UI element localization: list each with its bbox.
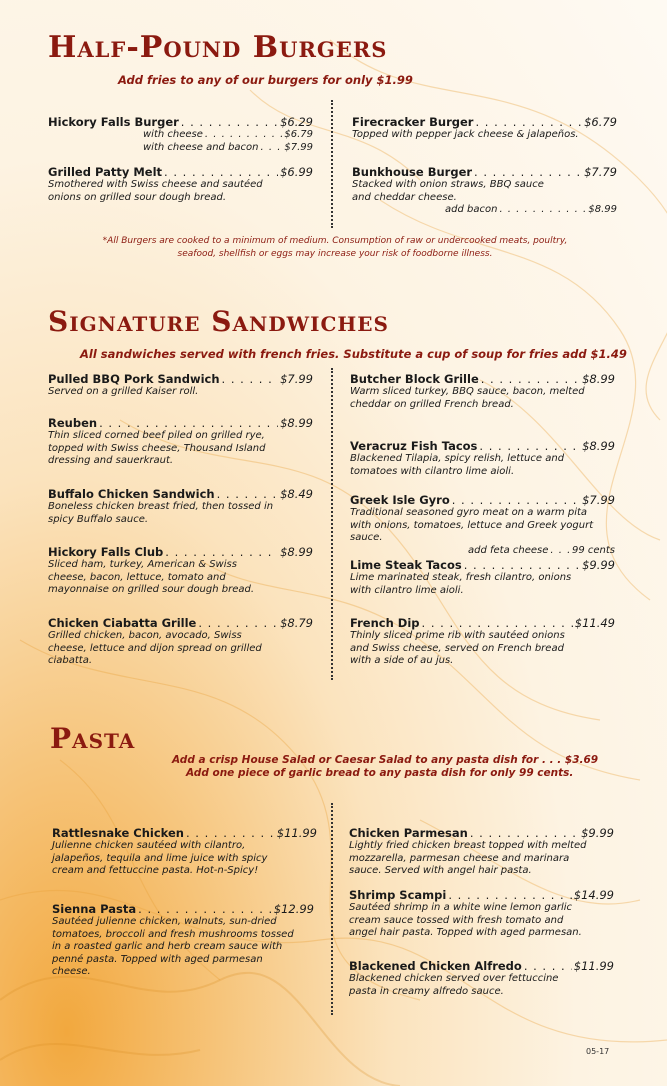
menu-item-shrimp-scampi (349, 888, 614, 940)
item-price: $12.99 (273, 902, 314, 916)
item-price: $7.99 (582, 493, 615, 507)
sub-price: $7.99 (284, 141, 313, 153)
column-divider (331, 100, 333, 228)
sub-label: add bacon (445, 204, 498, 215)
item-name: Hickory Falls Burger (48, 115, 179, 129)
item-description: Sautéed julienne chicken, walnuts, sun-dried tomatoes, broccoli and fresh mushrooms tossed in a roasted garlic and herb cream sauce with penné pasta. Topped with aged parmesan cheese. (52, 916, 294, 977)
item-price: $6.79 (584, 115, 617, 129)
sandwiches-fries-note: All sandwiches served with french fries. Substitute a cup of soup for fries add $1.49 (80, 347, 627, 361)
item-name: Buffalo Chicken Sandwich (48, 487, 215, 501)
item-description: Lightly fried chicken breast topped with melted mozzarella, parmesan cheese and marinara sauce. Served with angel hair pasta. (349, 840, 587, 876)
pasta-salad-note: Add a crisp House Salad or Caesar Salad to any pasta dish for . . . $3.69 (172, 754, 599, 766)
menu-item-hickory-falls-club (48, 545, 313, 597)
menu-item-firecracker-burger (352, 115, 617, 142)
item-name: Shrimp Scampi (349, 888, 447, 902)
item-description: Thin sliced corned beef piled on grilled rye, topped with Swiss cheese, Thousand Island dressing and sauerkraut. (48, 430, 266, 466)
item-description: Stacked with onion straws, BBQ sauce and cheddar cheese. (352, 179, 544, 203)
item-price: $11.49 (574, 616, 615, 630)
menu-item-lime-steak-tacos (350, 558, 615, 597)
item-name: Blackened Chicken Alfredo (349, 959, 522, 973)
menu-item-chicken-parmesan (349, 826, 614, 878)
item-price: $14.99 (573, 888, 614, 902)
item-price: $11.99 (276, 826, 317, 840)
item-description: Blackened chicken served over fettuccine pasta in creamy alfredo sauce. (349, 973, 559, 997)
item-description: Lime marinated steak, fresh cilantro, onions with cilantro lime aioli. (350, 572, 572, 596)
burgers-fries-note: Add fries to any of our burgers for only $1.99 (118, 73, 413, 87)
sub-label: with cheese (143, 129, 203, 140)
menu-item-hickory-falls-burger (48, 115, 313, 154)
sandwiches-section-title: Signature Sandwiches (48, 305, 389, 338)
item-price: $6.99 (280, 165, 313, 179)
menu-item-grilled-patty-melt (48, 165, 313, 204)
item-name: Sienna Pasta (52, 902, 137, 916)
menu-item-sienna-pasta (52, 902, 314, 979)
pasta-section-title: Pasta (50, 722, 136, 755)
column-divider (331, 368, 333, 680)
sub-label: with cheese and bacon (143, 141, 259, 153)
sub-label: add feta cheese (468, 544, 549, 556)
item-price: $8.49 (280, 487, 313, 501)
menu-version-code: 05-17 (586, 1047, 610, 1056)
item-name: Butcher Block Grille (350, 372, 479, 386)
menu-item-veracruz-fish-tacos (350, 439, 615, 478)
sub-price: $6.79 (284, 129, 313, 140)
item-description: Boneless chicken breast fried, then tossed in spicy Buffalo sauce. (48, 501, 274, 525)
menu-item-buffalo-chicken-sandwich (48, 487, 313, 526)
item-description: Served on a grilled Kaiser roll. (48, 386, 199, 397)
pasta-garlic-bread-note: Add one piece of garlic bread to any pasta dish for only 99 cents. (186, 767, 574, 779)
item-description: Thinly sliced prime rib with sautéed onions and Swiss cheese, served on French bread with a side of au jus. (350, 630, 565, 666)
menu-item-pulled-bbq-pork-sandwich (48, 372, 313, 399)
item-description: Topped with pepper jack cheese & jalapeños. (352, 129, 579, 140)
item-name: Chicken Ciabatta Grille (48, 616, 197, 630)
menu-item-blackened-chicken-alfredo (349, 959, 614, 998)
item-description: Blackened Tilapia, spicy relish, lettuce and tomatoes with cilantro lime aioli. (350, 453, 565, 477)
item-description: Traditional seasoned gyro meat on a warm pita with onions, tomatoes, lettuce and Greek yogurt sauce. (350, 507, 594, 543)
item-price: $7.99 (280, 372, 313, 386)
item-price: $8.99 (582, 372, 615, 386)
menu-item-french-dip (350, 616, 615, 668)
item-name: Hickory Falls Club (48, 545, 164, 559)
item-name: Lime Steak Tacos (350, 558, 462, 572)
sub-price: 99 cents (571, 544, 615, 556)
menu-item-butcher-block-grille (350, 372, 615, 411)
item-price: $8.99 (582, 439, 615, 453)
item-name: Bunkhouse Burger (352, 165, 473, 179)
menu-item-chicken-ciabatta-grille (48, 616, 313, 668)
item-description: Julienne chicken sautéed with cilantro, jalapeños, tequila and lime juice with spicy cream and fettuccine pasta. Hot-n-Spicy! (52, 840, 268, 876)
item-price: $9.99 (581, 826, 614, 840)
menu-item-reuben (48, 416, 313, 468)
item-name: Chicken Parmesan (349, 826, 468, 840)
item-name: Pulled BBQ Pork Sandwich (48, 372, 220, 386)
menu-item-bunkhouse-burger (352, 165, 617, 217)
item-name: Veracruz Fish Tacos (350, 439, 478, 453)
item-description: Grilled chicken, bacon, avocado, Swiss cheese, lettuce and dijon spread on grilled ciabatta. (48, 630, 262, 666)
item-name: Greek Isle Gyro (350, 493, 450, 507)
item-price: $6.29 (280, 115, 313, 129)
item-price: $11.99 (573, 959, 614, 973)
column-divider (331, 803, 333, 1015)
item-description: Sliced ham, turkey, American & Swiss cheese, bacon, lettuce, tomato and mayonnaise on grilled sour dough bread. (48, 559, 255, 595)
menu-item-rattlesnake-chicken (52, 826, 317, 878)
item-name: French Dip (350, 616, 420, 630)
item-price: $8.99 (280, 416, 313, 430)
burgers-section-title: Half-Pound Burgers (48, 30, 388, 65)
item-price: $7.79 (584, 165, 617, 179)
sub-price: $8.99 (588, 204, 617, 215)
item-name: Grilled Patty Melt (48, 165, 163, 179)
item-name: Reuben (48, 416, 98, 430)
item-price: $8.79 (280, 616, 313, 630)
item-description: Sautéed shrimp in a white wine lemon garlic cream sauce tossed with fresh tomato and angel hair pasta. Topped with aged parmesan. (349, 902, 582, 938)
item-name: Firecracker Burger (352, 115, 474, 129)
item-description: Warm sliced turkey, BBQ sauce, bacon, melted cheddar on grilled French bread. (350, 386, 585, 410)
item-description: Smothered with Swiss cheese and sautéed onions on grilled sour dough bread. (48, 179, 263, 203)
food-safety-disclaimer: *All Burgers are cooked to a minimum of medium. Consumption of raw or undercooked meats, poultry, seafood, shellfish or eggs may increase your risk of foodborne illness. (102, 236, 568, 259)
menu-item-greek-isle-gyro (350, 493, 615, 557)
item-name: Rattlesnake Chicken (52, 826, 184, 840)
item-price: $8.99 (280, 545, 313, 559)
item-price: $9.99 (582, 558, 615, 572)
